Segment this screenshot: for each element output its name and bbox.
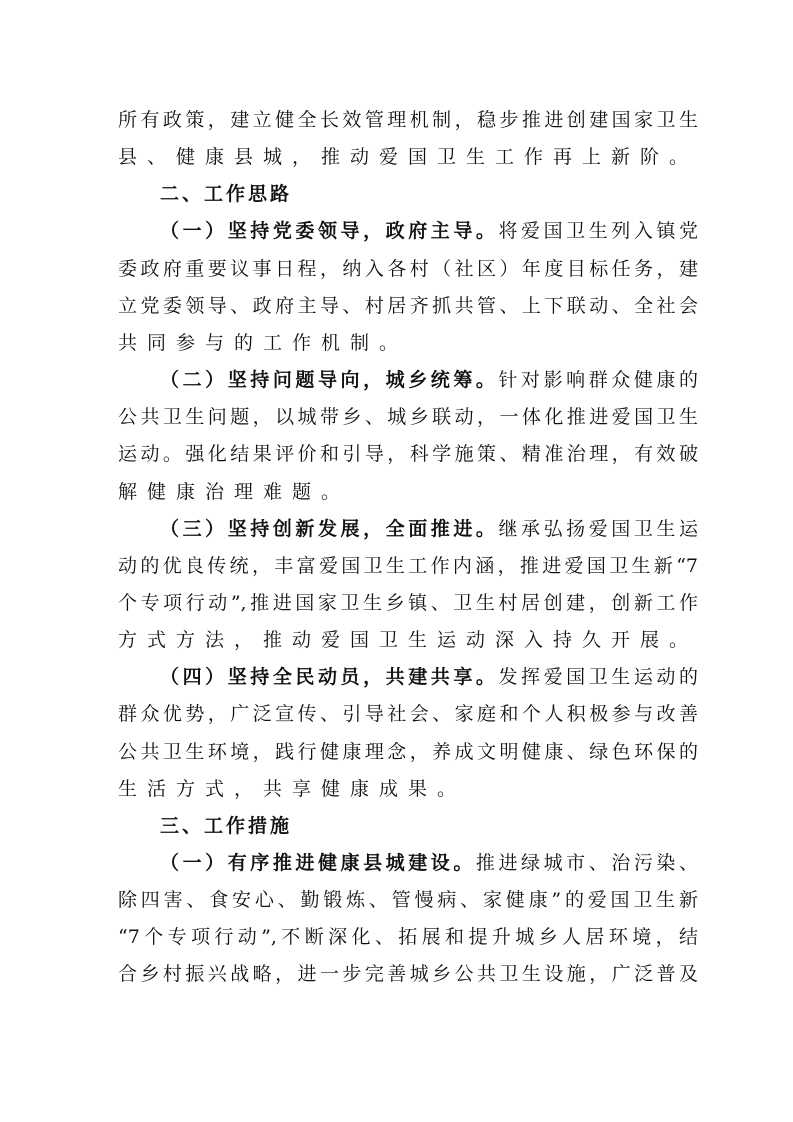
text-line (118, 105, 698, 135)
text-line (160, 216, 698, 246)
text-line (118, 774, 698, 804)
text-line (160, 662, 698, 692)
text-line (118, 254, 698, 284)
paragraph-lead: （一）坚持党委领导，政府主导。 (160, 220, 499, 243)
text-line (118, 588, 698, 618)
line-text: 县、健康县城，推动爱国卫生工作再上新阶。 (118, 146, 699, 169)
text-line (118, 439, 698, 469)
line-text: 群众优势，广泛宣传、引导社会、家庭和个人积极参与改善 (118, 703, 698, 726)
line-text: 除四害、食安心、勤锻炼、管慢病、家健康”的爱国卫生新 (118, 889, 698, 912)
text-line (118, 699, 698, 729)
text-line (118, 922, 698, 952)
text-line (160, 514, 698, 544)
section-heading (160, 179, 698, 209)
text-line (118, 885, 698, 915)
line-text: 二、工作思路 (160, 183, 293, 206)
text-line (118, 737, 698, 767)
line-text: 所有政策，建立健全长效管理机制，稳步推进创建国家卫生 (118, 109, 698, 131)
line-text: 合乡村振兴战略，进一步完善城乡公共卫生设施，广泛普及 (118, 963, 698, 986)
paragraph-lead: （二）坚持问题导向，城乡统筹。 (160, 369, 499, 392)
section-heading (160, 811, 698, 841)
line-text: 继承弘扬爱国卫生运 (498, 517, 698, 540)
text-line (118, 477, 698, 507)
line-text: 公共卫生环境，践行健康理念，养成文明健康、绿色环保的 (118, 740, 698, 763)
line-text: 方式方法，推动爱国卫生运动深入持久开展。 (118, 629, 699, 652)
paragraph-lead: （四）坚持全民动员，共建共享。 (160, 666, 499, 689)
line-text: 三、工作措施 (160, 814, 293, 837)
line-text: “7个专项行动”,不断深化、拓展和提升城乡人居环境，结 (118, 926, 698, 949)
text-line (118, 142, 698, 172)
line-text: 生活方式，共享健康成果。 (118, 777, 467, 800)
line-text: 动的优良传统，丰富爱国卫生工作内涵，推进爱国卫生新“7 (118, 554, 698, 577)
line-text: 针对影响群众健康的 (498, 369, 698, 392)
text-line (118, 959, 698, 989)
line-text: 发挥爱国卫生运动的 (498, 666, 698, 689)
line-text: 推进绿城市、治污染、 (475, 852, 698, 874)
line-text: 运动。强化结果评价和引导，科学施策、精准治理，有效破 (118, 443, 698, 466)
paragraph-lead: （一）有序推进健康县城建设。 (160, 852, 476, 874)
line-text: 公共卫生问题，以城带乡、城乡联动，一体化推进爱国卫生 (118, 406, 698, 429)
text-line (118, 328, 698, 358)
text-line (160, 365, 698, 395)
paragraph-lead: （三）坚持创新发展，全面推进。 (160, 517, 499, 540)
text-line (118, 551, 698, 581)
line-text: 个专项行动”,推进国家卫生乡镇、卫生村居创建，创新工作 (118, 591, 698, 614)
line-text: 委政府重要议事日程，纳入各村（社区）年度目标任务，建 (118, 257, 698, 280)
text-line (160, 848, 698, 878)
text-line (118, 402, 698, 432)
line-text: 立党委领导、政府主导、村居齐抓共管、上下联动、全社会 (118, 294, 698, 317)
line-text: 解健康治理难题。 (118, 480, 351, 503)
line-text: 共同参与的工作机制。 (118, 331, 409, 354)
text-line (118, 291, 698, 321)
text-line (118, 625, 698, 655)
line-text: 将爱国卫生列入镇党 (498, 220, 698, 243)
